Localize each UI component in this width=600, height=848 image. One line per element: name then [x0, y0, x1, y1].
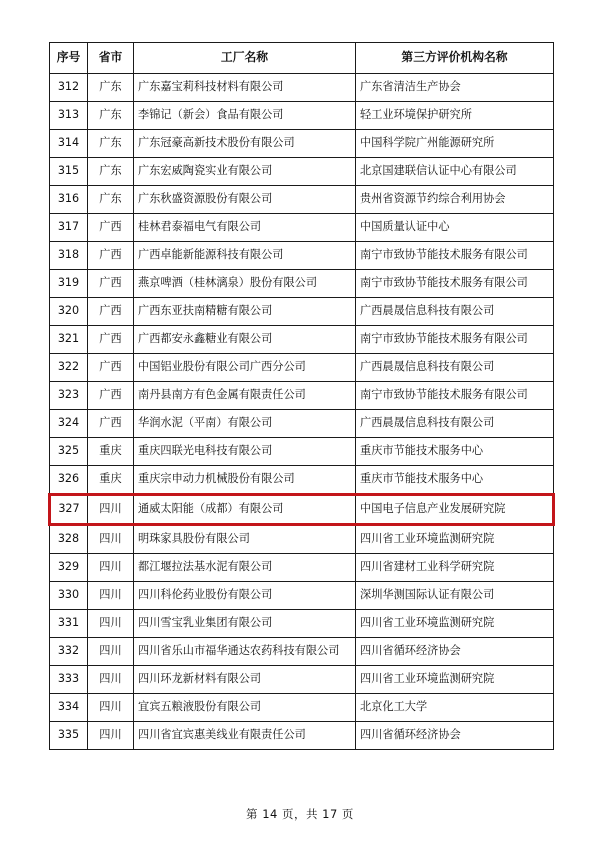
column-header-province: 省市	[88, 43, 134, 74]
cell-province: 广西	[88, 354, 134, 382]
cell-no: 316	[50, 186, 88, 214]
cell-factory: 广东宏威陶瓷实业有限公司	[134, 158, 356, 186]
cell-organization: 广西晨晟信息科技有限公司	[356, 410, 554, 438]
cell-no: 327	[50, 495, 88, 525]
column-header-organization: 第三方评价机构名称	[356, 43, 554, 74]
cell-factory: 重庆宗申动力机械股份有限公司	[134, 466, 356, 495]
cell-organization: 广西晨晟信息科技有限公司	[356, 354, 554, 382]
cell-province: 四川	[88, 638, 134, 666]
table-row	[50, 525, 554, 554]
cell-province: 广东	[88, 102, 134, 130]
cell-province: 广东	[88, 186, 134, 214]
cell-no: 319	[50, 270, 88, 298]
cell-no: 318	[50, 242, 88, 270]
cell-no: 324	[50, 410, 88, 438]
cell-factory: 重庆四联光电科技有限公司	[134, 438, 356, 466]
cell-organization: 四川省工业环境监测研究院	[356, 666, 554, 694]
cell-organization: 南宁市致协节能技术服务有限公司	[356, 242, 554, 270]
cell-province: 四川	[88, 582, 134, 610]
cell-no: 326	[50, 466, 88, 495]
cell-factory: 燕京啤酒（桂林漓泉）股份有限公司	[134, 270, 356, 298]
table-row	[50, 582, 554, 610]
cell-no: 331	[50, 610, 88, 638]
table-row	[50, 722, 554, 750]
cell-factory: 华润水泥（平南）有限公司	[134, 410, 356, 438]
cell-no: 325	[50, 438, 88, 466]
cell-organization: 南宁市致协节能技术服务有限公司	[356, 382, 554, 410]
table-row	[50, 130, 554, 158]
cell-province: 广东	[88, 130, 134, 158]
cell-province: 广西	[88, 298, 134, 326]
cell-factory: 广东嘉宝莉科技材料有限公司	[134, 74, 356, 102]
table-body	[50, 74, 554, 750]
cell-organization: 南宁市致协节能技术服务有限公司	[356, 270, 554, 298]
cell-no: 333	[50, 666, 88, 694]
cell-factory: 四川科伦药业股份有限公司	[134, 582, 356, 610]
cell-no: 314	[50, 130, 88, 158]
cell-organization: 轻工业环境保护研究所	[356, 102, 554, 130]
cell-no: 313	[50, 102, 88, 130]
cell-factory: 桂林君泰福电气有限公司	[134, 214, 356, 242]
table-row	[50, 610, 554, 638]
cell-organization: 南宁市致协节能技术服务有限公司	[356, 326, 554, 354]
cell-organization: 四川省循环经济协会	[356, 722, 554, 750]
page-footer: 第 14 页，共 17 页	[246, 807, 354, 821]
cell-factory: 明珠家具股份有限公司	[134, 525, 356, 554]
table-row	[50, 410, 554, 438]
cell-province: 重庆	[88, 466, 134, 495]
cell-organization: 深圳华测国际认证有限公司	[356, 582, 554, 610]
table-row	[50, 102, 554, 130]
table-row	[50, 214, 554, 242]
cell-province: 广西	[88, 242, 134, 270]
cell-no: 328	[50, 525, 88, 554]
table-header-row	[50, 43, 554, 74]
cell-factory: 通威太阳能（成都）有限公司	[134, 495, 356, 525]
table-row	[50, 554, 554, 582]
cell-no: 321	[50, 326, 88, 354]
table-row	[50, 666, 554, 694]
cell-organization: 贵州省资源节约综合利用协会	[356, 186, 554, 214]
cell-no: 329	[50, 554, 88, 582]
table-row	[50, 382, 554, 410]
table-row	[50, 158, 554, 186]
cell-organization: 广东省清洁生产协会	[356, 74, 554, 102]
table-row	[50, 326, 554, 354]
cell-factory: 广西东亚扶南精糖有限公司	[134, 298, 356, 326]
cell-province: 四川	[88, 722, 134, 750]
cell-no: 315	[50, 158, 88, 186]
cell-no: 312	[50, 74, 88, 102]
cell-no: 332	[50, 638, 88, 666]
table-row	[50, 74, 554, 102]
cell-province: 重庆	[88, 438, 134, 466]
cell-province: 广东	[88, 158, 134, 186]
table-header	[50, 43, 554, 74]
cell-province: 广西	[88, 410, 134, 438]
table-row	[50, 270, 554, 298]
cell-organization: 中国电子信息产业发展研究院	[356, 495, 554, 525]
cell-factory: 宜宾五粮液股份有限公司	[134, 694, 356, 722]
enterprise-table	[48, 42, 555, 750]
cell-organization: 重庆市节能技术服务中心	[356, 466, 554, 495]
table-row	[50, 242, 554, 270]
cell-organization: 四川省工业环境监测研究院	[356, 610, 554, 638]
cell-no: 330	[50, 582, 88, 610]
table-row	[50, 354, 554, 382]
cell-no: 335	[50, 722, 88, 750]
table-row	[50, 694, 554, 722]
cell-province: 广西	[88, 326, 134, 354]
cell-province: 四川	[88, 610, 134, 638]
cell-province: 四川	[88, 694, 134, 722]
cell-organization: 四川省建材工业科学研究院	[356, 554, 554, 582]
column-header-no: 序号	[50, 43, 88, 74]
cell-province: 四川	[88, 554, 134, 582]
cell-factory: 李锦记（新会）食品有限公司	[134, 102, 356, 130]
cell-organization: 重庆市节能技术服务中心	[356, 438, 554, 466]
cell-province: 广西	[88, 214, 134, 242]
cell-factory: 四川雪宝乳业集团有限公司	[134, 610, 356, 638]
cell-no: 317	[50, 214, 88, 242]
cell-province: 广西	[88, 382, 134, 410]
cell-factory: 南丹县南方有色金属有限责任公司	[134, 382, 356, 410]
cell-no: 334	[50, 694, 88, 722]
cell-factory: 广西都安永鑫糖业有限公司	[134, 326, 356, 354]
column-header-factory: 工厂名称	[134, 43, 356, 74]
cell-province: 四川	[88, 495, 134, 525]
table-row	[50, 638, 554, 666]
table-row	[50, 466, 554, 495]
table-row	[50, 186, 554, 214]
cell-factory: 四川省乐山市福华通达农药科技有限公司	[134, 638, 356, 666]
cell-factory: 广东冠豪高新技术股份有限公司	[134, 130, 356, 158]
cell-no: 323	[50, 382, 88, 410]
cell-factory: 四川环龙新材料有限公司	[134, 666, 356, 694]
cell-factory: 中国铝业股份有限公司广西分公司	[134, 354, 356, 382]
table-row-highlighted	[50, 495, 554, 525]
cell-organization: 广西晨晟信息科技有限公司	[356, 298, 554, 326]
cell-province: 广东	[88, 74, 134, 102]
cell-organization: 中国质量认证中心	[356, 214, 554, 242]
cell-no: 320	[50, 298, 88, 326]
cell-organization: 四川省工业环境监测研究院	[356, 525, 554, 554]
cell-factory: 四川省宜宾惠美线业有限责任公司	[134, 722, 356, 750]
cell-province: 广西	[88, 270, 134, 298]
cell-no: 322	[50, 354, 88, 382]
cell-factory: 广东秋盛资源股份有限公司	[134, 186, 356, 214]
cell-organization: 北京国建联信认证中心有限公司	[356, 158, 554, 186]
cell-organization: 中国科学院广州能源研究所	[356, 130, 554, 158]
table-row	[50, 438, 554, 466]
cell-factory: 广西卓能新能源科技有限公司	[134, 242, 356, 270]
cell-organization: 四川省循环经济协会	[356, 638, 554, 666]
cell-factory: 都江堰拉法基水泥有限公司	[134, 554, 356, 582]
cell-province: 四川	[88, 525, 134, 554]
cell-organization: 北京化工大学	[356, 694, 554, 722]
table-row	[50, 298, 554, 326]
cell-province: 四川	[88, 666, 134, 694]
